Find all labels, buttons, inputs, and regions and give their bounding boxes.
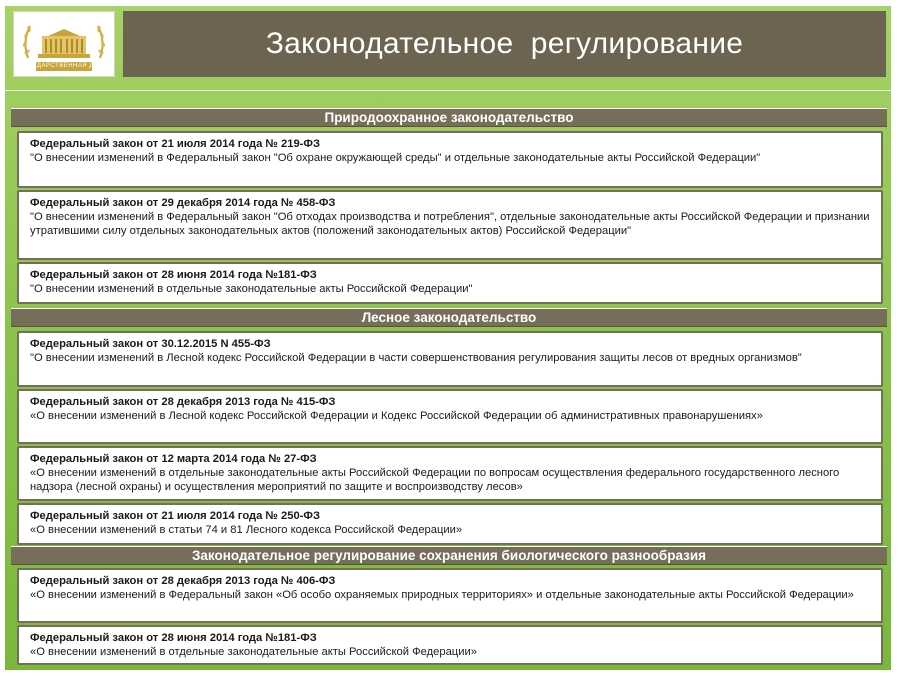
section-title-environmental: Природоохранное законодательство xyxy=(11,108,887,127)
law-title: Федеральный закон от 21 июля 2014 года № 219-ФЗ xyxy=(30,138,320,150)
law-card xyxy=(17,331,883,387)
logo-text: ГОСУДАРСТВЕННАЯ ДУМА xyxy=(19,63,109,69)
law-description: «О внесении изменений в Федеральный закон «Об особо охраняемых природных территориях» и отдельные законодательные акты Российской Федерации» xyxy=(30,589,854,601)
law-card xyxy=(17,446,883,501)
header-divider xyxy=(5,90,891,91)
law-description: «О внесении изменений в отдельные законодательные акты Российской Федерации по вопросам осуществления федерального государственного лесного надзора (лесной охраны) и осуществления мероприятий по защите и воспроизводству лесов» xyxy=(30,467,840,493)
header xyxy=(13,11,886,77)
law-title: Федеральный закон от 28 декабря 2013 года № 406-ФЗ xyxy=(30,575,336,587)
law-description: "О внесении изменений в отдельные законодательные акты Российской Федерации" xyxy=(30,283,473,295)
law-description: "О внесении изменений в Лесной кодекс Российской Федерации в части совершенствования регулирования защиты лесов от вредных организмов" xyxy=(30,352,802,364)
duma-logo xyxy=(13,11,115,77)
law-description: "О внесении изменений в Федеральный закон "Об охране окружающей среды" и отдельные законодательные акты Российской Федерации" xyxy=(30,152,761,164)
law-description: «О внесении изменений в статьи 74 и 81 Лесного кодекса Российской Федерации» xyxy=(30,524,463,536)
law-description: «О внесении изменений в Лесной кодекс Российской Федерации и Кодекс Российской Федерации об административных правонарушениях» xyxy=(30,410,763,422)
title-bar xyxy=(123,11,886,77)
law-card xyxy=(17,625,883,665)
section-title-biodiversity: Законодательное регулирование сохранения биологического разнообразия xyxy=(11,546,887,565)
law-card xyxy=(17,568,883,623)
law-title: Федеральный закон от 29 декабря 2014 года № 458-ФЗ xyxy=(30,197,336,209)
law-title: Федеральный закон от 21 июля 2014 года № 250-ФЗ xyxy=(30,510,320,522)
law-card xyxy=(17,503,883,545)
law-card xyxy=(17,131,883,188)
slide xyxy=(5,6,891,670)
section-title-forest: Лесное законодательство xyxy=(11,308,887,327)
page-title: Законодательное регулирование xyxy=(265,27,744,60)
law-description: "О внесении изменений в Федеральный закон "Об отходах производства и потребления", отдельные законодательные акты Российской Федерации и признании утратившими силу отдельных законодательных актов (положений законодательных актов) Российской Федерации" xyxy=(30,211,870,237)
law-description: «О внесении изменений в отдельные законодательные акты Российской Федерации» xyxy=(30,646,477,658)
law-title: Федеральный закон от 28 декабря 2013 года № 415-ФЗ xyxy=(30,396,336,408)
law-title: Федеральный закон от 28 июня 2014 года №181-ФЗ xyxy=(30,632,317,644)
law-card xyxy=(17,389,883,444)
law-title: Федеральный закон от 12 марта 2014 года № 27-ФЗ xyxy=(30,453,317,465)
law-title: Федеральный закон от 28 июня 2014 года №181-ФЗ xyxy=(30,269,317,281)
law-title: Федеральный закон от 30.12.2015 N 455-ФЗ xyxy=(30,338,271,350)
law-card xyxy=(17,262,883,304)
law-card xyxy=(17,190,883,260)
